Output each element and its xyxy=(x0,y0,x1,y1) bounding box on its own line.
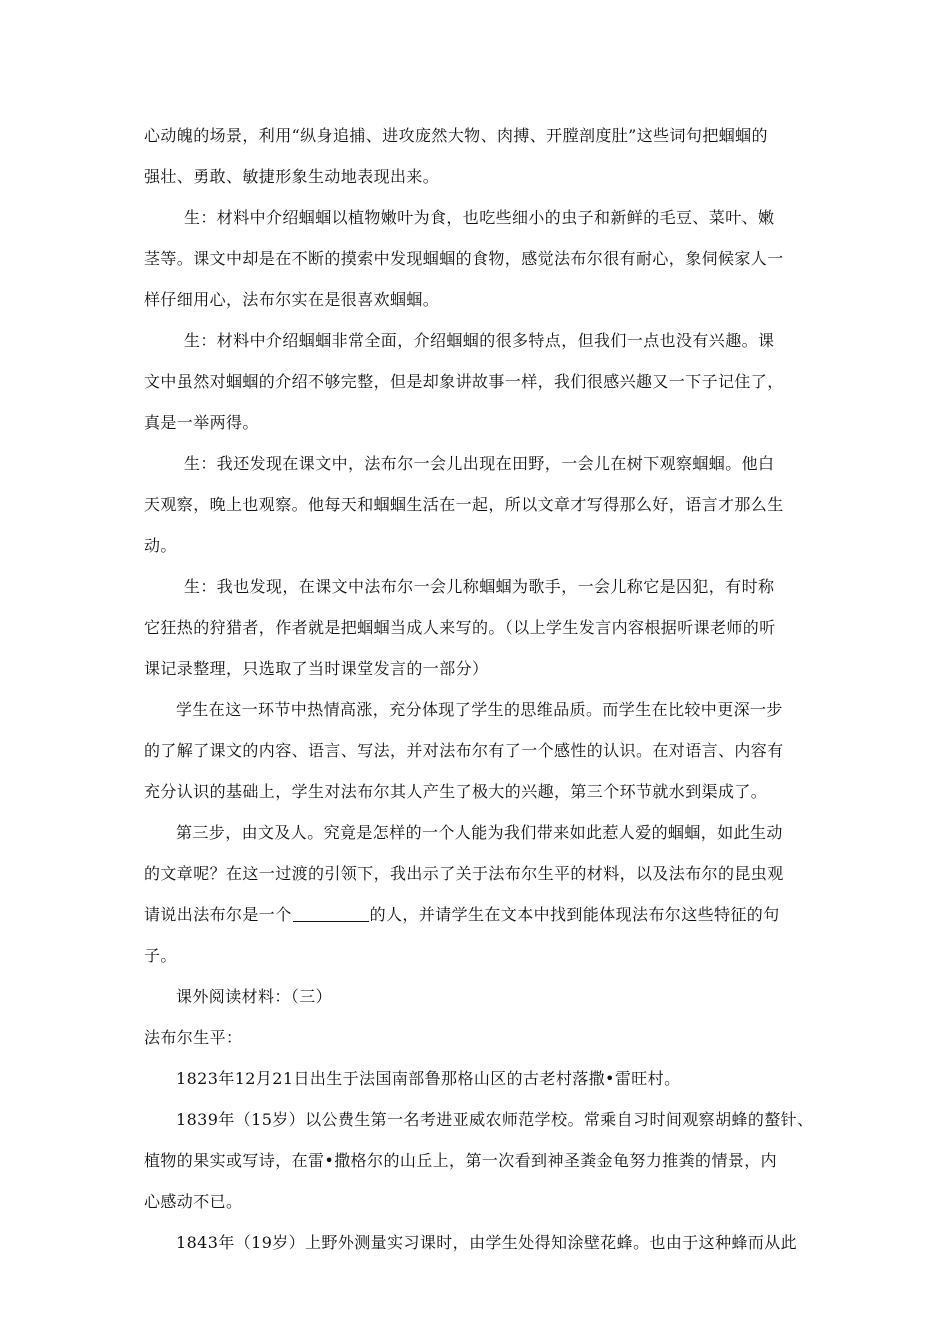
text-line: 植物的果实或写诗，在雷•撒格尔的山丘上，第一次看到神圣粪金龟努力推粪的情景，内 xyxy=(144,1151,778,1170)
text-line: 茎等。课文中却是在不断的摸索中发现蝈蝈的食物，感觉法布尔很有耐心，象伺候家人一 xyxy=(144,249,784,268)
section-heading: 课外阅读材料：（三） xyxy=(176,987,333,1006)
text-line: 课记录整理，只选取了当时课堂发言的一部分） xyxy=(144,659,489,678)
text-line: 子。 xyxy=(144,946,177,965)
text-line: 生：材料中介绍蝈蝈非常全面，介绍蝈蝈的很多特点，但我们一点也没有兴趣。课 xyxy=(184,331,775,350)
text-line: 生：材料中介绍蝈蝈以植物嫩叶为食，也吃些细小的虫子和新鲜的毛豆、菜叶、嫩 xyxy=(184,208,775,227)
fill-in-line xyxy=(144,905,780,925)
section-subheading: 法布尔生平： xyxy=(144,1028,243,1047)
text-line: 样仔细用心，法布尔实在是很喜欢蝈蝈。 xyxy=(144,290,440,309)
text-segment: 的人，并请学生在文本中找到能体现法布尔这些特征的句 xyxy=(369,905,780,924)
fill-in-blank xyxy=(293,905,369,922)
text-line: 它狂热的狩猎者，作者就是把蝈蝈当成人来写的。（以上学生发言内容根据听课老师的听 xyxy=(144,618,776,637)
text-line: 第三步，由文及人。究竟是怎样的一个人能为我们带来如此惹人爱的蝈蝈，如此生动 xyxy=(176,823,783,842)
text-line: 的文章呢？在这一过渡的引领下，我出示了关于法布尔生平的材料，以及法布尔的昆虫观 xyxy=(144,864,784,883)
bio-entry: 1839年（15岁）以公费生第一名考进亚威农师范学校。常乘自习时间观察胡蜂的螯针、 xyxy=(176,1110,814,1129)
text-line: 生：我还发现在课文中，法布尔一会儿出现在田野，一会儿在树下观察蝈蝈。他白 xyxy=(184,454,775,473)
text-line: 真是一举两得。 xyxy=(144,413,259,432)
text-line: 心感动不已。 xyxy=(144,1192,243,1211)
text-line: 动。 xyxy=(144,536,177,555)
text-line: 生：我也发现，在课文中法布尔一会儿称蝈蝈为歌手，一会儿称它是囚犯，有时称 xyxy=(184,577,775,596)
bio-entry: 1823年12月21日出生于法国南部鲁那格山区的古老村落撒•雷旺村。 xyxy=(176,1069,681,1088)
bio-entry: 1843年（19岁）上野外测量实习课时，由学生处得知涂壁花蜂。也由于这种蜂而从此 xyxy=(176,1233,798,1252)
text-line: 天观察，晚上也观察。他每天和蝈蝈生活在一起，所以文章才写得那么好，语言才那么生 xyxy=(144,495,784,514)
text-line: 学生在这一环节中热情高涨，充分体现了学生的思维品质。而学生在比较中更深一步 xyxy=(176,700,783,719)
text-line: 充分认识的基础上，学生对法布尔其人产生了极大的兴趣，第三个环节就水到渠成了。 xyxy=(144,782,768,801)
text-line: 强壮、勇敢、敏捷形象生动地表现出来。 xyxy=(144,167,440,186)
text-line: 文中虽然对蝈蝈的介绍不够完整，但是却象讲故事一样，我们很感兴趣又一下子记住了， xyxy=(144,372,784,391)
text-segment: 请说出法布尔是一个 xyxy=(144,905,292,924)
text-line: 心动魄的场景，利用“纵身追捕、进攻庞然大物、肉搏、开膛剖度肚”这些词句把蝈蝈的 xyxy=(144,126,768,145)
text-line: 的了解了课文的内容、语言、写法，并对法布尔有了一个感性的认识。在对语言、内容有 xyxy=(144,741,784,760)
